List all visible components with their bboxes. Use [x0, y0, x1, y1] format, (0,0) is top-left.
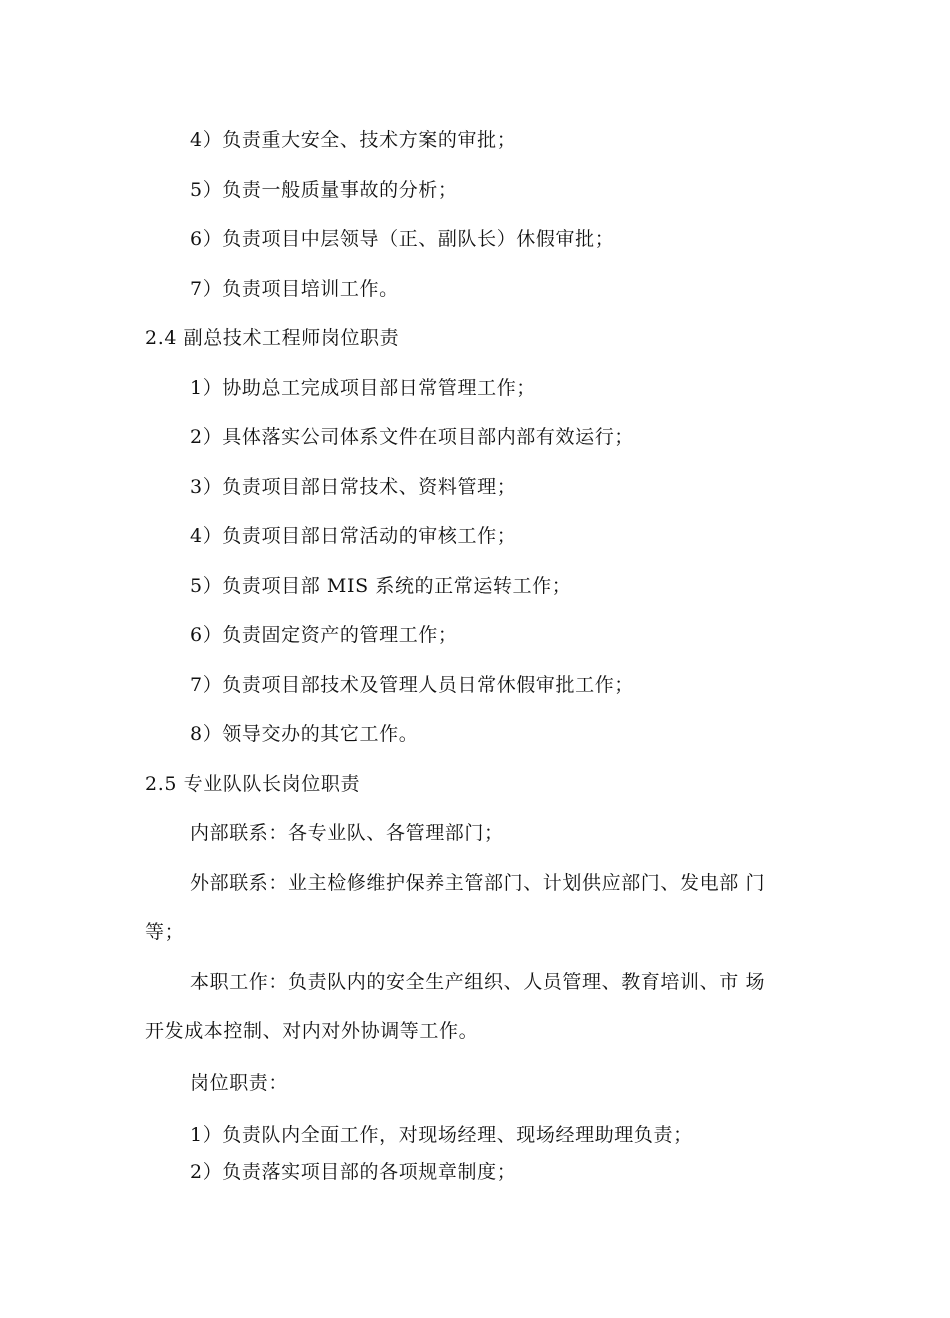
duty-item: 7）负责项目部技术及管理人员日常休假审批工作； — [190, 674, 634, 696]
duty-item: 5）负责一般质量事故的分析； — [190, 179, 458, 201]
paragraph-line: 本职工作：负责队内的安全生产组织、人员管理、教育培训、市 场 — [190, 971, 766, 993]
duty-item: 6）负责固定资产的管理工作； — [190, 624, 458, 646]
duty-item: 6）负责项目中层领导（正、副队长）休假审批； — [190, 228, 615, 250]
duty-item: 1）协助总工完成项目部日常管理工作； — [190, 377, 536, 399]
duty-item: 4）负责项目部日常活动的审核工作； — [190, 525, 517, 547]
duty-item: 3）负责项目部日常技术、资料管理； — [190, 476, 517, 498]
paragraph-line: 开发成本控制、对内对外协调等工作。 — [145, 1020, 479, 1042]
duty-item: 8）领导交办的其它工作。 — [190, 723, 419, 745]
section-heading: 2.4 副总技术工程师岗位职责 — [145, 327, 400, 349]
section-heading: 2.5 专业队队长岗位职责 — [145, 773, 361, 795]
paragraph-line: 岗位职责： — [190, 1072, 289, 1094]
paragraph-line: 外部联系：业主检修维护保养主管部门、计划供应部门、发电部 门 — [190, 872, 766, 894]
duty-item: 4）负责重大安全、技术方案的审批； — [190, 129, 517, 151]
duty-item: 2）负责落实项目部的各项规章制度； — [190, 1161, 517, 1183]
duty-item: 2）具体落实公司体系文件在项目部内部有效运行； — [190, 426, 634, 448]
duty-item: 5）负责项目部 MIS 系统的正常运转工作； — [190, 575, 572, 597]
duty-item: 7）负责项目培训工作。 — [190, 278, 399, 300]
paragraph-line: 内部联系：各专业队、各管理部门； — [190, 822, 504, 844]
paragraph-line: 等； — [145, 921, 185, 943]
duty-item: 1）负责队内全面工作，对现场经理、现场经理助理负责； — [190, 1124, 693, 1146]
